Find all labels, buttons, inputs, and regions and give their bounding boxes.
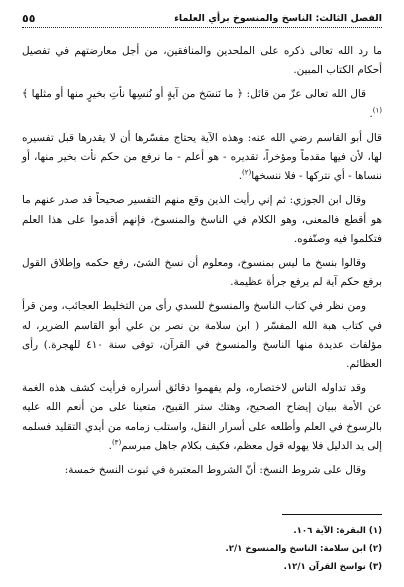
paragraph: وقال ابن الجوزي: ثم إني رأيت الذين وقع منهم التفسير صحيحاً قد صدر عنهم ما هو أقطع فالمعنى، وهو الكلام في الناسخ والمنسوخ، فإنهم أقدموا على هذا العلم فتكلموا فيه وصنّفوه.	[22, 194, 382, 245]
body-text	[22, 42, 382, 480]
footnote-ref: (١)	[372, 106, 382, 115]
running-header	[22, 12, 382, 28]
paragraph: ما رد الله تعالى ذكره على الملحدين والمنافقين، من أجل معارضتهم في تفصيل أحكام الكتاب المبين.	[22, 45, 382, 77]
page-number: ٥٥	[22, 12, 36, 25]
paragraph: وقال على شروط النسخ: أنّ الشروط المعتبرة في ثبوت النسخ خمسة:	[64, 464, 366, 477]
footnote-divider	[282, 514, 382, 515]
footnotes	[22, 522, 382, 576]
paragraph: وقد تداوله الناس لاختصاره، ولم يفهموا دقائق أسراره فرأيت كشف هذه الغمة عن الأمة ببيان إيضاح الصحيح، وهتك ستر القبيح، متعينا على من أنعم الله عليه بالرسوخ في العلم وأطلعه على أسرار النقل، واستلب زمامه من أيدي التقليد فسلمه إلى يد الدليل فلا يهوله قول معظم، فكيف بكلام جاهل مبرسم$^{(٣)}$.	[22, 382, 382, 452]
paragraph: وقالوا بنسخ ما ليس بمنسوخ، ومعلوم أن نسخ الشئ، رفع حكمه وإطلاق القول برفع حكم آية لم يرفع جرأة عظيمة.	[22, 257, 382, 289]
footnote: (٢) ابن سلامة: الناسخ والمنسوخ ٢/١.	[225, 544, 382, 554]
chapter-title: الفصل الثالث: الناسخ والمنسوخ برأي العلماء	[174, 13, 382, 24]
paragraph: قال أبو القاسم رضي الله عنه: وهذه الآية يحتاج مفسّرها أن لا يقدرها قبل تفسيره لها، لأن فيها مقدماً ومؤخراً، تقديره - هو أعلم - ما نرفع من حكم نأت بخير منها، أو ننساها - أي نتركها - فلا ننسخها$^{(٢)}$.	[22, 131, 382, 183]
paragraph: ومن نظر في كتاب الناسخ والمنسوخ للسدي رأى من التخليط العجائب، ومن قرأ في كتاب هبة الله المفسّر ( ابن سلامة بن نصر بن علي أبو القاسم الضرير، له مؤلفات عديدة منها الناسخ والمنسوخ في القرآن، توفى سنة ٤١٠ للهجرة.) رأى العظائم.	[22, 300, 383, 371]
footnote-ref: (٣)	[111, 438, 122, 447]
footnote-ref: (٢)	[242, 168, 252, 177]
document-page	[22, 12, 382, 577]
footnote: (١) البقرة: الآية ١٠٦.	[293, 526, 382, 536]
footnote: (٣) نواسخ القرآن ١٢/١.	[283, 562, 382, 572]
paragraph: قال الله تعالى عزّ من قائل: ﴿ ما نَنسَخ من آيةٍ أو نُنسِها نأتِ بخيرٍ منها أو مثلها ﴾$^{(١)}$.	[22, 88, 382, 120]
